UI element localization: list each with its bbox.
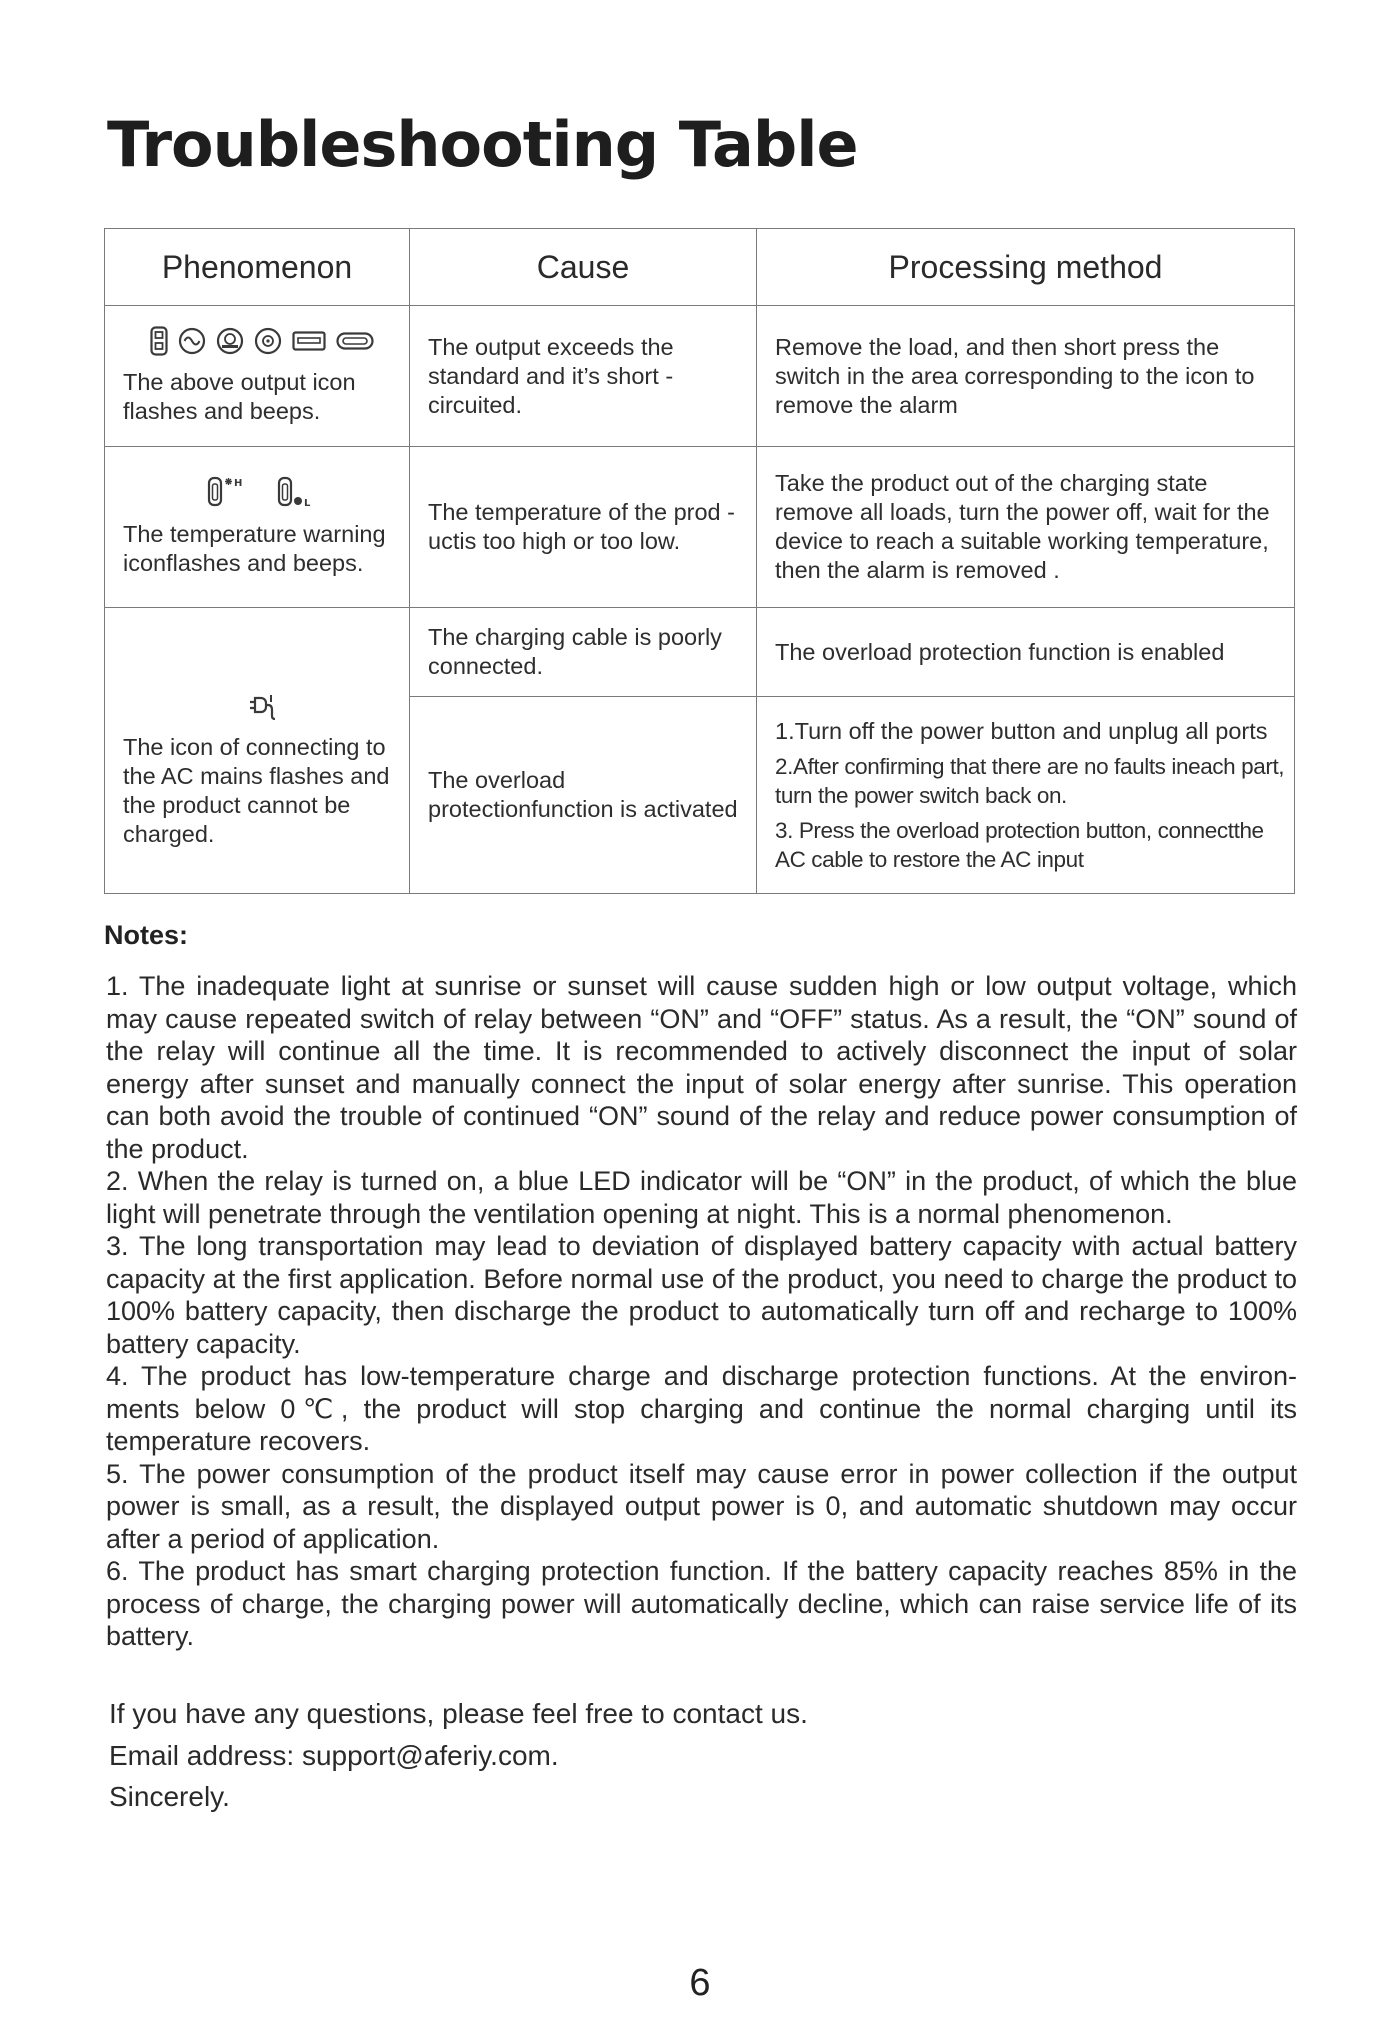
svg-text:L: L	[304, 498, 311, 508]
svg-text:H: H	[234, 478, 243, 489]
high-temperature-icon	[207, 476, 247, 508]
method-cell: Remove the load, and then short press the switch in the area corresponding to the icon to remove the alarm	[757, 306, 1295, 447]
ac-icon-group	[123, 693, 401, 721]
method-cell: The overload protection function is enabled	[757, 608, 1295, 697]
cause-cell: The temperature of the prod -uctis too high or too low.	[410, 447, 757, 608]
note-item: 4. The product has low-temperature charge and discharge protection functions. At the environ-ments below 0℃, the product will stop charging and continue the normal charging until its temperature recovers.	[106, 1361, 1297, 1456]
phenomenon-text: The temperature warning iconflashes and beeps.	[123, 521, 386, 576]
contact-email-line: Email address: support@aferiy.com.	[109, 1739, 559, 1771]
method-cell: Take the product out of the charging state remove all loads, turn the power off, wait for the device to reach a suitable working temperature, then the alarm is removed .	[757, 447, 1295, 608]
column-header-cause: Cause	[410, 229, 757, 306]
ac-wave-icon	[178, 327, 206, 355]
contact-block	[109, 1693, 808, 1818]
method-step: 1.Turn off the power button and unplug all ports	[775, 717, 1268, 744]
car-port-icon	[216, 327, 244, 355]
table-header-row	[105, 229, 1295, 306]
phenomenon-cell	[105, 306, 410, 447]
notes-list	[106, 970, 1297, 1653]
ac-plug-icon	[247, 693, 277, 721]
note-item: 1. The inadequate light at sunrise or sunset will cause sudden high or low output voltage, which may cause repeated switch of relay between “ON” and “OFF” status. As a result, the “ON” sound of the relay will continue all the time. It is recommended to actively disconnect the input of solar energy after sunset and manually connect the input of solar energy after sunrise. This operation can both avoid the trouble of continued “ON” sound of the relay and reduce power consumption of the product.	[106, 971, 1297, 1164]
output-icons-group	[123, 326, 401, 356]
usb-port-icon	[150, 326, 168, 356]
note-item: 3. The long transportation may lead to deviation of displayed battery capacity with actual battery capacity at the first application. Before normal use of the product, you need to charge the product to 100% battery capacity, then discharge the product to automatically turn off and recharge to 100% battery capacity.	[106, 1231, 1297, 1359]
temperature-icons-group	[123, 476, 401, 508]
table-row	[105, 608, 1295, 697]
usb-a-port-icon	[292, 331, 326, 351]
page-title: Troubleshooting Table	[107, 108, 858, 181]
phenomenon-cell	[105, 447, 410, 608]
usb-c-port-icon	[336, 332, 374, 350]
note-item: 2. When the relay is turned on, a blue LED indicator will be “ON” in the product, of which the blue light will penetrate through the ventilation opening at night. This is a normal phenomenon.	[106, 1166, 1297, 1229]
contact-signoff: Sincerely.	[109, 1781, 230, 1812]
cause-cell: The overload protectionfunction is activated	[410, 697, 757, 894]
column-header-phenomenon: Phenomenon	[105, 229, 410, 306]
troubleshooting-table	[104, 228, 1295, 894]
column-header-processing-method: Processing method	[757, 229, 1295, 306]
notes-heading: Notes:	[104, 920, 189, 950]
dc-port-icon	[254, 327, 282, 355]
table-row	[105, 447, 1295, 608]
method-step: 2.After confirming that there are no faults ineach part, turn the power switch back on.	[775, 753, 1285, 808]
contact-question-line: If you have any questions, please feel free to contact us.	[109, 1698, 808, 1729]
page-number: 6	[689, 1962, 711, 2004]
cause-cell: The charging cable is poorly connected.	[410, 608, 757, 697]
table-row	[105, 306, 1295, 447]
note-item: 6. The product has smart charging protection function. If the battery capacity reaches 85% in the process of charge, the charging power will automatically decline, which can raise service life of its battery.	[106, 1556, 1297, 1651]
phenomenon-cell	[105, 608, 410, 894]
phenomenon-text: The above output icon flashes and beeps.	[123, 369, 356, 424]
low-temperature-icon	[277, 476, 317, 508]
phenomenon-text: The icon of connecting to the AC mains flashes and the product cannot be charged.	[123, 733, 390, 847]
method-step: 3. Press the overload protection button, connectthe AC cable to restore the AC input	[775, 817, 1264, 872]
cause-cell: The output exceeds the standard and it’s short -circuited.	[410, 306, 757, 447]
method-cell	[757, 697, 1295, 894]
note-item: 5. The power consumption of the product itself may cause error in power collection if the output power is small, as a result, the displayed output power is 0, and automatic shutdown may occur after a period of application.	[106, 1458, 1297, 1554]
